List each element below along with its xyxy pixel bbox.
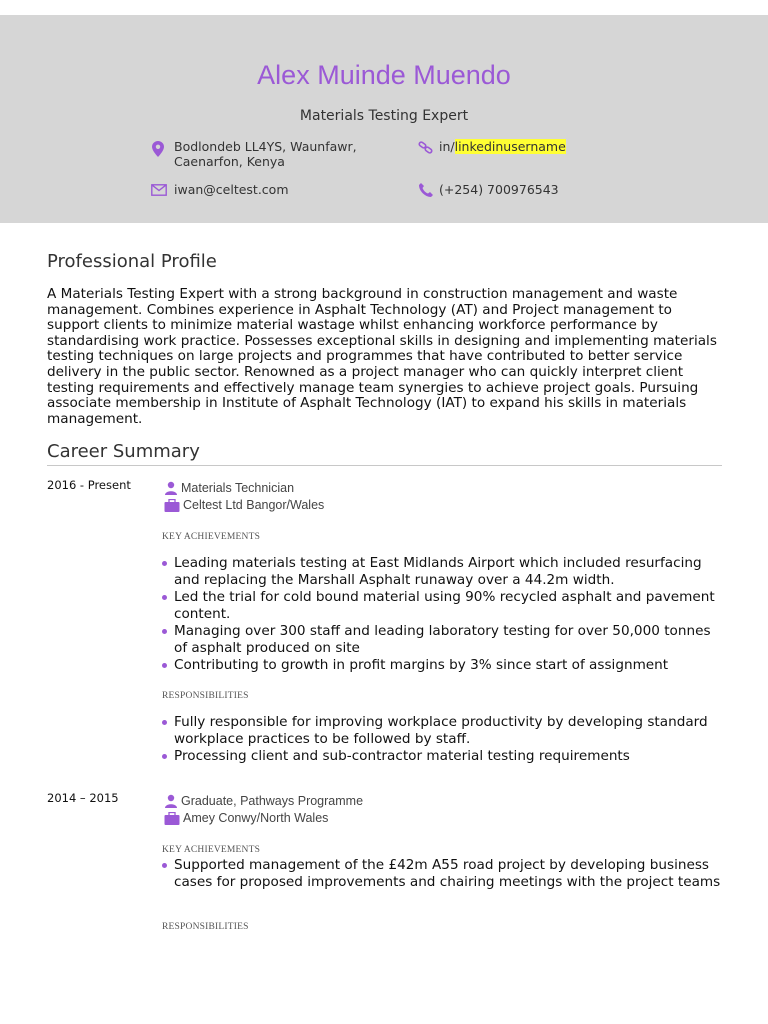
list-item: Fully responsible for improving workplace productivity by developing standard workplace practices to be followed by staff. (162, 714, 727, 747)
key-achievements-label: KEY ACHIEVEMENTS (162, 532, 261, 542)
briefcase-icon (164, 812, 180, 825)
job-role (164, 481, 294, 495)
job-company-label: Amey Conwy/North Wales (183, 811, 329, 825)
phone-icon (418, 182, 434, 198)
list-item: Processing client and sub-contractor material testing requirements (162, 748, 727, 765)
job-dates: 2014 – 2015 (47, 791, 119, 805)
profile-heading: Professional Profile (47, 251, 217, 272)
list-item: Contributing to growth in profit margins by 3% since start of assignment (162, 657, 727, 674)
address-line-2: Caenarfon, Kenya (174, 154, 285, 169)
job-company (164, 811, 328, 825)
candidate-name: Alex Muinde Muendo (257, 60, 511, 90)
job-role-label: Graduate, Pathways Programme (181, 794, 364, 808)
email-icon (151, 184, 167, 196)
job-role (164, 794, 363, 808)
address-line-1: Bodlondeb LL4YS, Waunfawr, (174, 139, 357, 154)
job-dates: 2016 - Present (47, 478, 131, 492)
person-icon (164, 794, 178, 808)
job-company-label: Celtest Ltd Bangor/Wales (183, 498, 325, 512)
profile-text: A Materials Testing Expert with a strong background in construction management and waste management. Combines experience in Asphalt Technology (AT) and Project management to support clients to minimize material wastage whilst enhancing workforce performance by standardising work practice. Possesses exceptional skills in designing and implementing materials testing techniques on large projects and programmes that have contributed to better service delivery in the public sector. Renowned as a project manager who can quickly interpret client testing requirements and effectively manage team synergies to achieve project goals. Pursuing associate membership in Institute of Asphalt Technology (IAT) to expand his skills in materials management. (47, 286, 717, 427)
list-item: Supported management of the £42m A55 road project by developing business cases for proposed improvements and chairing meetings with the project teams (162, 857, 727, 890)
list-item: Managing over 300 staff and leading laboratory testing for over 50,000 tonnes of asphalt produced on site (162, 623, 727, 656)
link-icon (418, 141, 434, 155)
linkedin-link[interactable] (439, 139, 566, 154)
email-link[interactable]: iwan@celtest.com (174, 182, 289, 197)
section-divider (47, 465, 722, 466)
achievements-list (162, 857, 727, 891)
address (174, 139, 357, 169)
responsibilities-list (162, 714, 727, 766)
responsibilities-label: RESPONSIBILITIES (162, 922, 249, 932)
location-pin-icon (152, 141, 164, 157)
job-company (164, 498, 324, 512)
key-achievements-label: KEY ACHIEVEMENTS (162, 845, 261, 855)
achievements-list (162, 555, 727, 675)
phone-number[interactable]: (+254) 700976543 (439, 182, 559, 197)
linkedin-username: linkedinusername (454, 139, 566, 154)
career-heading: Career Summary (47, 441, 200, 462)
candidate-title: Materials Testing Expert (299, 108, 469, 124)
job-role-label: Materials Technician (181, 481, 295, 495)
linkedin-prefix: in/ (439, 139, 455, 154)
person-icon (164, 481, 178, 495)
list-item: Led the trial for cold bound material using 90% recycled asphalt and pavement content. (162, 589, 727, 622)
briefcase-icon (164, 499, 180, 512)
list-item: Leading materials testing at East Midlands Airport which included resurfacing and replacing the Marshall Asphalt runaway over a 44.2m width. (162, 555, 727, 588)
responsibilities-label: RESPONSIBILITIES (162, 691, 249, 701)
